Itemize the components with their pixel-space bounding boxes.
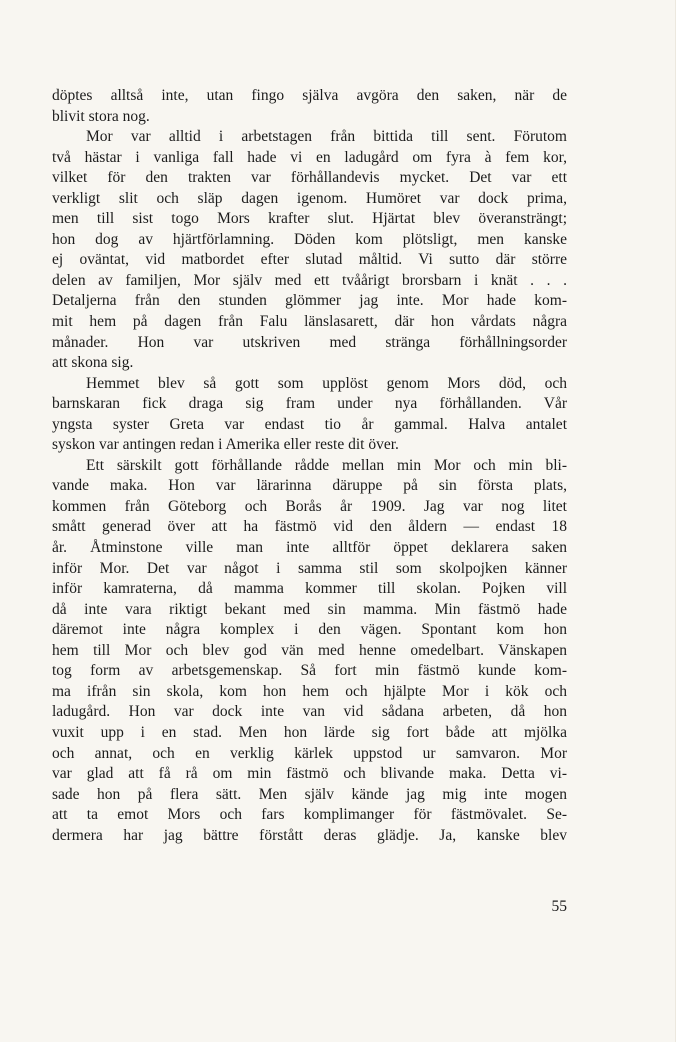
text-line: hon dog av hjärtförlamning. Döden kom plötsligt, men kanske <box>52 230 567 248</box>
text-line: sade hon på flera sätt. Men själv kände jag mig inte mogen <box>52 785 567 803</box>
text-line: Detaljerna från den stunden glömmer jag inte. Mor hade kom- <box>52 292 567 310</box>
text-line: yngsta syster Greta var endast tio år gammal. Halva antalet <box>52 415 567 433</box>
text-line: däremot inte några komplex i den vägen. Spontant kom hon <box>52 621 567 639</box>
page-number: 55 <box>551 898 567 915</box>
text-line: år. Åtminstone ville man inte alltför öppet deklarera saken <box>52 539 567 557</box>
text-line: tog form av arbetsgemenskap. Så fort min fästmö kunde kom- <box>52 662 567 680</box>
text-line: barnskaran fick draga sig fram under nya förhållanden. Vår <box>52 395 567 413</box>
text-line: Mor var alltid i arbetstagen från bittida till sent. Förutom <box>86 128 567 146</box>
text-line: kommen från Göteborg och Borås år 1909. Jag var nog litet <box>52 497 567 515</box>
text-line: att skona sig. <box>52 354 134 372</box>
text-line: blivit stora nog. <box>52 107 150 125</box>
body-text <box>52 86 567 846</box>
text-line: inför kamraterna, då mamma kommer till skolan. Pojken vill <box>52 580 567 598</box>
text-line: verkligt slit och släp dagen igenom. Humöret var dock prima, <box>52 189 567 207</box>
text-line: dermera har jag bättre förstått deras glädje. Ja, kanske blev <box>52 826 567 844</box>
text-line: ma ifrån sin skola, kom hon hem och hjälpte Mor i kök och <box>52 682 567 700</box>
text-line: ladugård. Hon var dock inte van vid sådana arbeten, då hon <box>52 703 567 721</box>
text-line: månader. Hon var utskriven med stränga förhållningsorder <box>52 333 567 351</box>
text-line: vuxit upp i en stad. Men hon lärde sig fort både att mjölka <box>52 723 567 741</box>
text-line: men till sist togo Mors krafter slut. Hjärtat blev överansträngt; <box>52 210 567 228</box>
text-line: döptes alltså inte, utan fingo själva avgöra den saken, när de <box>52 87 567 104</box>
text-line: inför Mor. Det var något i samma stil som skolpojken känner <box>52 559 567 577</box>
text-line: vilket för den trakten var förhållandevis mycket. Det var ett <box>52 169 567 187</box>
text-line: smått generad över att ha fästmö vid den åldern — endast 18 <box>52 518 567 536</box>
text-line: mit hem på dagen från Falu länslasarett, där hon vårdats några <box>52 313 567 331</box>
text-line: vande maka. Hon var lärarinna däruppe på sin första plats, <box>52 477 567 495</box>
text-line: hem till Mor och blev god vän med henne omedelbart. Vänskapen <box>52 641 567 659</box>
text-line: delen av familjen, Mor själv med ett tvåårigt brorsbarn i knät . . . <box>52 271 567 289</box>
text-line: att ta emot Mors och fars komplimanger för fästmövalet. Se- <box>52 806 567 824</box>
text-line: ej oväntat, vid matbordet efter slutad måltid. Vi sutto där större <box>52 251 567 269</box>
text-line: två hästar i vanliga fall hade vi en ladugård om fyra à fem kor, <box>52 148 567 166</box>
text-line: var glad att få rå om min fästmö och blivande maka. Detta vi- <box>52 765 567 783</box>
text-line: och annat, och en verklig kärlek uppstod ur samvaron. Mor <box>52 744 567 762</box>
text-line: då inte vara riktigt bekant med sin mamma. Min fästmö hade <box>52 600 567 618</box>
text-line: Ett särskilt gott förhållande rådde mellan min Mor och min bli- <box>86 456 567 474</box>
text-line: Hemmet blev så gott som upplöst genom Mors död, och <box>86 374 567 392</box>
text-line: syskon var antingen redan i Amerika eller reste dit över. <box>52 436 399 454</box>
